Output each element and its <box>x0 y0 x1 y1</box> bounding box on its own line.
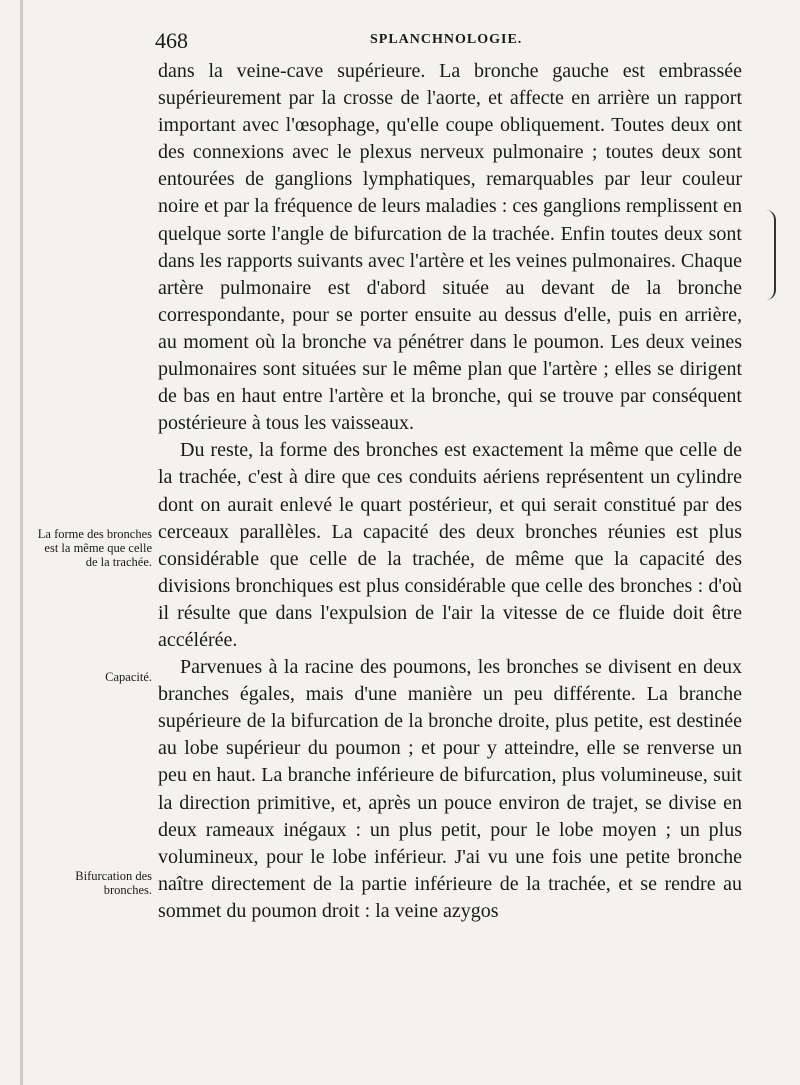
page-gutter-shadow <box>20 0 23 1085</box>
margin-note-capacite: Capacité. <box>105 670 152 684</box>
margin-note-bifurcation: Bifurcation des bronches. <box>75 869 152 897</box>
running-title: SPLANCHNOLOGIE. <box>370 32 523 47</box>
paragraph-1: dans la veine-cave supérieure. La bronche gauche est embrassée supérieurement par la crosse de l'aorte, et affecte en arrière un rapport important avec l'œsophage, qu'elle coupe obliquement. Toutes deux ont des connexions avec le plexus nerveux pulmonaire ; toutes deux sont entourées de ganglions lymphatiques, remarquables par leur couleur noire et par la fréquence de leurs maladies : ces ganglions remplissent en quelque sorte l'angle de bifurcation de la trachée. Enfin toutes deux sont dans les rapports suivants avec l'artère et les veines pulmonaires. Chaque artère pulmonaire est d'abord située au devant de la bronche correspondante, pour se porter ensuite au dessus d'elle, puis en arrière, au moment où la bronche va pénétrer dans le poumon. Les deux veines pulmonaires sont situées sur le même plan que l'artère ; elles se dirigent de bas en haut entre l'artère et la bronche, qui se trouve par conséquent postérieure à tous les vaisseaux. <box>158 60 742 435</box>
page-header <box>150 28 750 58</box>
paragraph-3: Parvenues à la racine des poumons, les bronches se divisent en deux branches égales, mais d'une manière un peu différente. La branche supérieure de la bifurcation de la bronche droite, plus petite, est destinée au lobe supérieur du poumon ; et pour y atteindre, elle se renverse un peu en haut. La branche inférieure de bifurcation, plus volumineuse, suit la direction primitive, et, après un pouce environ de trajet, se divise en deux rameaux inégaux : un plus petit, pour le lobe moyen ; un plus volumineux, pour le lobe inférieur. J'ai vu une fois une petite bronche naître directement de la partie inférieure de la trachée, et se rendre au sommet du poumon droit : la veine azygos <box>158 656 742 922</box>
page-number: 468 <box>155 28 188 53</box>
body-text <box>158 58 742 925</box>
paragraph-2: Du reste, la forme des bronches est exactement la même que celle de la trachée, c'est à dire que ces conduits aériens représentent un cylindre dont on aurait enlevé le quart postérieur, et qui serait constitué par des cerceaux parallèles. La capacité des deux bronches réunies est plus considérable que celle de la trachée, de même que la capacité des divisions bronchiques est plus considérable que celle des bronches : d'où il résulte que dans l'expulsion de l'air la vitesse de ce fluide doit être accélérée. <box>158 439 742 651</box>
margin-note-forme: La forme des bronches est la même que celle de la trachée. <box>37 527 152 569</box>
handwritten-brace-mark <box>760 210 776 300</box>
